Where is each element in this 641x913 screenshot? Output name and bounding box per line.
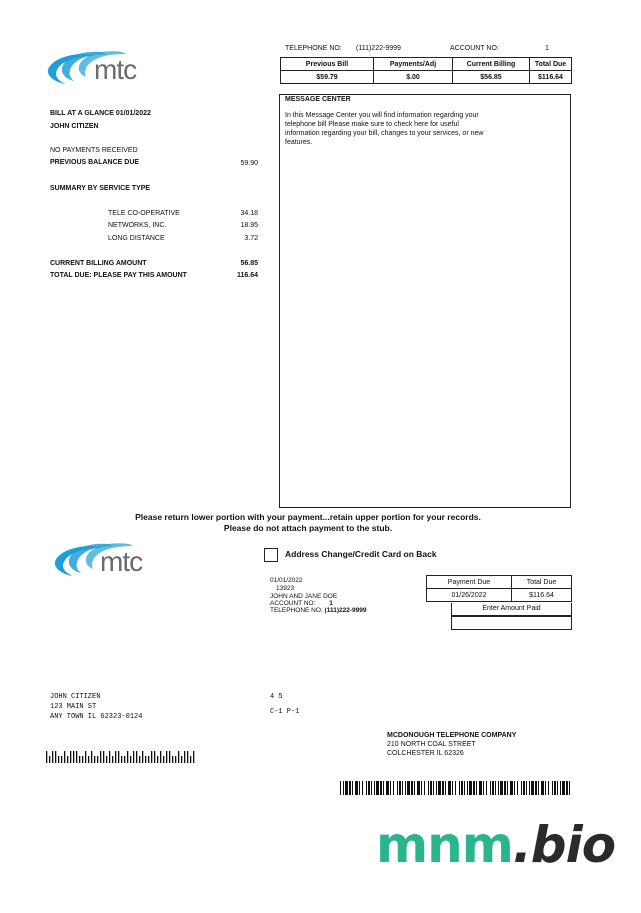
stub-codes-line2: C-1 P-1 [270,708,300,716]
postal-bar [169,751,170,763]
scan-bar [569,781,570,795]
scan-bar [430,781,432,795]
scan-bar [517,781,518,795]
header-account-value: 1 [545,45,549,52]
postal-bar [70,751,71,763]
postal-bar [181,756,182,763]
scan-bar [552,781,553,795]
header-telephone-label: TELEPHONE NO: [285,45,342,52]
scan-bar [473,781,475,795]
scan-bar [548,781,549,795]
postal-bar [49,756,50,763]
postal-bar [55,751,56,763]
scan-bar [343,781,344,795]
scan-bar [510,781,513,795]
scan-bar [421,781,422,795]
postal-bar [145,756,146,763]
postal-bar [163,756,164,763]
scan-bar [495,781,496,795]
watermark-text-b: .bio [512,816,616,874]
company-city: COLCHESTER IL 62326 [387,750,464,757]
scan-bar [390,781,391,795]
postal-bar [115,751,116,763]
postal-bar [136,751,137,763]
service-label-0: TELE CO-OPERATIVE [108,210,180,217]
logo-text-stub: mtc [100,546,143,577]
postal-bar [94,756,95,763]
postal-bar [157,756,158,763]
header-previous-bill: Previous Bill [281,58,374,71]
stub-account-label: ACCOUNT NO: [270,600,316,607]
postal-bar [160,751,161,763]
scan-bar [407,781,410,795]
service-value-1: 18.95 [240,222,258,229]
customer-city: ANY TOWN IL 62323-0124 [50,713,143,721]
scan-bar [433,781,434,795]
stub-telephone [270,607,366,614]
postal-bar [130,756,131,763]
header-total-due: Total Due [530,58,572,71]
postal-bar [166,751,167,763]
postal-bar [100,751,101,763]
scan-bar [359,781,360,795]
scan-bar [366,781,367,795]
postal-bar [73,751,74,763]
postal-bar [76,751,77,763]
stub-account-value: 1 [329,600,333,607]
previous-balance-value: 59.90 [240,160,258,167]
scan-bar [386,781,389,795]
scan-bar [459,781,460,795]
scan-bar [507,781,508,795]
scan-bar [424,781,425,795]
postal-bar [154,751,155,763]
postal-bar [148,756,149,763]
address-change-checkbox[interactable] [264,548,278,562]
scan-bar [405,781,406,795]
value-payments-adj: $.00 [374,71,453,84]
scan-bar [371,781,372,795]
stub-names: JOHN AND JANE DOE [270,593,338,600]
scan-bar [362,781,363,795]
scan-bar [349,781,351,795]
postal-bar [52,751,53,763]
message-line: In this Message Center you will find information regarding your [285,112,479,119]
message-center-title: MESSAGE CENTER [285,96,351,103]
scan-bar [541,781,544,795]
scan-bar [521,781,522,795]
postal-bar [124,756,125,763]
postal-bar [67,756,68,763]
postal-bar [190,756,191,763]
watermark-text-a: mnm [376,816,513,874]
scan-bar [492,781,494,795]
scan-bar [535,781,537,795]
scan-bar [393,781,394,795]
scan-bar [436,781,437,795]
stub-total-due-header: Total Due [512,576,572,589]
message-line: telephone bill Please make sure to check here for useful [285,121,459,128]
scan-bar [374,781,375,795]
scan-bar [467,781,468,795]
scan-bar [399,781,401,795]
service-value-0: 34.18 [240,210,258,217]
scan-bar [504,781,506,795]
scan-bar [545,781,546,795]
message-line: features. [285,139,313,146]
scan-bar [529,781,530,795]
scan-bar [486,781,487,795]
scan-bar [500,781,503,795]
postal-bar [142,751,143,763]
total-due-value: 116.64 [236,272,258,279]
scan-bar [352,781,353,795]
postal-bar [46,751,47,763]
scan-bar [438,781,441,795]
scan-bar [428,781,429,795]
return-note-line1: Please return lower portion with your payment...retain upper portion for your records. [135,512,481,522]
scan-bar [469,781,472,795]
scan-bar [498,781,499,795]
message-line: information regarding your bill, changes to your services, or new [285,130,484,137]
postal-bar [184,751,185,763]
postal-bar [103,751,104,763]
scan-bar [376,781,379,795]
company-street: 210 NORTH COAL STREET [387,741,476,748]
scan-bar [380,781,382,795]
scan-bar [538,781,539,795]
header-payments-adj: Payments/Adj [374,58,453,71]
postal-bar [121,756,122,763]
payment-due-table [426,575,572,602]
stub-date: 01/01/2022 [270,577,303,584]
current-billing-label: CURRENT BILLING AMOUNT [50,260,147,267]
service-value-2: 3.72 [244,235,258,242]
postal-bar [151,751,152,763]
stub-account [270,600,333,607]
scan-bar [368,781,370,795]
scan-bar [523,781,525,795]
scan-bar [461,781,463,795]
postal-bar [127,751,128,763]
scan-bar [414,781,415,795]
scan-bar [560,781,561,795]
scan-bar [383,781,384,795]
stub-telephone-value: (111)222-9999 [324,607,367,614]
stub-code: 13923 [276,585,295,592]
current-billing-value: 56.85 [240,260,258,267]
scan-bar [557,781,558,795]
postal-bar [61,756,62,763]
bill-summary-table [280,57,572,84]
address-change-label: Address Change/Credit Card on Back [285,549,437,559]
scan-bar [402,781,403,795]
scan-bar [397,781,398,795]
customer-name: JOHN CITIZEN [50,693,101,701]
enter-amount-label: Enter Amount Paid [451,603,572,616]
postal-bar [91,751,92,763]
glance-title: BILL AT A GLANCE 01/01/2022 [50,110,151,117]
postal-barcode [46,751,198,765]
scan-bar [452,781,453,795]
service-label-2: LONG DISTANCE [108,235,165,242]
stub-codes-line1: 4 5 [270,693,283,701]
postal-bar [85,751,86,763]
glance-name: JOHN CITIZEN [50,123,99,130]
postal-bar [97,756,98,763]
scan-bar [526,781,527,795]
postal-bar [82,756,83,763]
return-note-line2: Please do not attach payment to the stub. [223,523,393,533]
scan-bar [445,781,446,795]
value-previous-bill: $59.79 [281,71,374,84]
total-due-label: TOTAL DUE: PLEASE PAY THIS AMOUNT [50,272,187,279]
scan-bar [442,781,444,795]
scan-bar [490,781,491,795]
postal-bar [139,756,140,763]
scan-bar [345,781,348,795]
scan-bar [562,781,565,795]
header-current-billing: Current Billing [453,58,530,71]
scan-bar [514,781,515,795]
stub-total-due-value: $116.64 [512,589,572,602]
payment-due-header: Payment Due [427,576,512,589]
logo-text-top: mtc [94,54,137,85]
postal-bar [172,756,173,763]
scan-bar [355,781,358,795]
header-telephone-value: (111)222-9999 [356,45,401,52]
scan-bar [479,781,482,795]
postal-bar [178,751,179,763]
company-name: MCDONOUGH TELEPHONE COMPANY [387,732,517,739]
scan-barcode [340,781,572,797]
scan-bar [464,781,465,795]
header-account-label: ACCOUNT NO: [450,45,499,52]
no-payments-text: NO PAYMENTS RECEIVED [50,147,138,154]
postal-bar [79,756,80,763]
value-current-billing: $56.85 [453,71,530,84]
scan-bar [448,781,451,795]
scan-bar [455,781,456,795]
value-total-due: $116.64 [530,71,572,84]
previous-balance-label: PREVIOUS BALANCE DUE [50,159,140,166]
postal-bar [64,751,65,763]
scan-bar [411,781,413,795]
postal-bar [175,756,176,763]
postal-bar [112,756,113,763]
customer-street: 123 MAIN ST [50,703,97,711]
message-center-box [279,94,571,508]
scan-bar [476,781,477,795]
payment-due-value: 01/26/2022 [427,589,512,602]
scan-bar [531,781,534,795]
postal-bar [88,756,89,763]
scan-bar [554,781,556,795]
stub-telephone-label: TELEPHONE NO: [270,607,323,614]
postal-bar [187,751,188,763]
postal-bar [109,751,110,763]
postal-bar [106,756,107,763]
postal-bar [118,751,119,763]
service-label-1: NETWORKS, INC. [108,222,167,229]
postal-bar [58,756,59,763]
postal-bar [193,751,194,763]
scan-bar [566,781,568,795]
scan-bar [483,781,484,795]
watermark [376,815,615,875]
scan-bar [417,781,420,795]
summary-service-heading: SUMMARY BY SERVICE TYPE [50,185,151,192]
enter-amount-field[interactable] [451,616,572,630]
scan-bar [340,781,341,795]
postal-bar [133,751,134,763]
